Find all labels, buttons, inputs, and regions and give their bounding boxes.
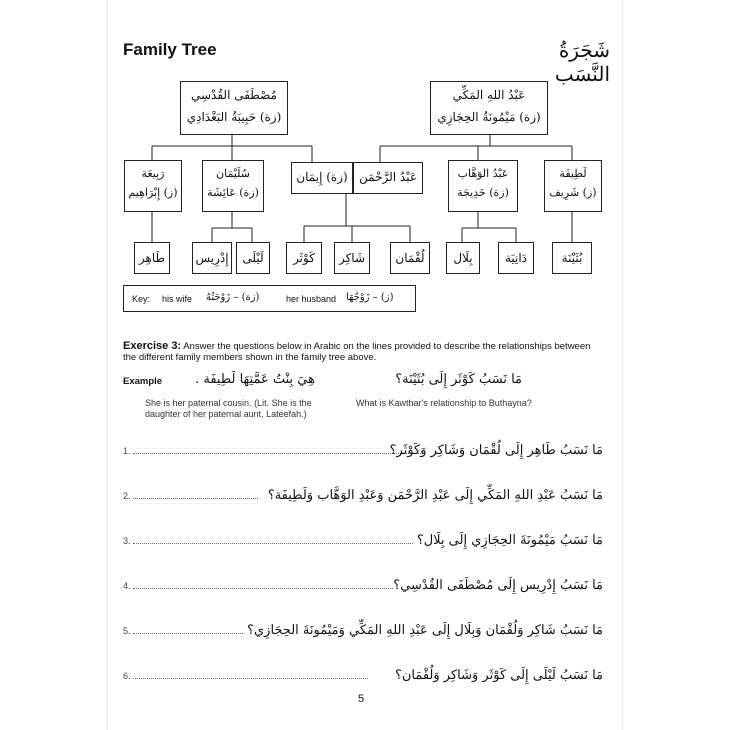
node-spouse: (ز) إِبْرَاهِيم [128, 186, 178, 199]
tree-node-mustafa [180, 81, 288, 135]
question-row: 4. مَا نَسَبُ إِدْرِيس إِلَى مُصْطَفَى القُدْسِي؟ [123, 578, 603, 593]
tree-node-idris: إِدْرِيس [192, 242, 232, 274]
question-text: مَا نَسَبُ شَاكِر وَلُقْمَان وَبِلَال إِلَى عَبْدِ اللهِ المَكِّي وَمَيْمُونَةَ الحِجَازِي؟ [247, 623, 603, 638]
tree-node-abdulwahhab [448, 160, 518, 212]
exercise-instructions [123, 341, 603, 363]
tree-node-daniya: دَانِيَة [498, 242, 534, 274]
question-row: 2. مَا نَسَبُ عَبْدِ اللهِ المَكِّي إِلَى عَبْدِ الرَّحْمَن وَعَبْدِ الوَهَّاب وَلَطِيفَة؟ [123, 488, 603, 503]
answer-line[interactable] [133, 543, 413, 544]
key-her-husband: her husband [286, 294, 337, 304]
node-spouse: (زة) خَدِيجَة [457, 186, 509, 199]
page-title-english: Family Tree [123, 40, 217, 59]
example-answer-english: She is her paternal cousin. (Lit. She is the daughter of her paternal aunt, Lateefah.) [145, 398, 312, 419]
node-name: لَطِيفَة [559, 167, 587, 180]
node-spouse: (زة) مَيْمُونَةُ الحِجَازِي [437, 110, 541, 124]
tree-node-rabia [124, 160, 182, 212]
example-label: Example [123, 376, 163, 387]
node-spouse: (ز) شَرِيف [549, 186, 597, 199]
tree-node-sulayman [202, 160, 264, 212]
node-name: رَبِيعَة [141, 167, 165, 180]
question-text: مَا نَسَبُ مَيْمُونَةَ الحِجَازِي إِلَى بِلَال؟ [416, 533, 603, 548]
exercise-body: Answer the questions below in Arabic on the lines provided to describe the relationships between the different family members shown in the family tree above. [123, 341, 591, 363]
key-his-wife: his wife [162, 294, 193, 304]
key-her-husband-arabic: (ز) – زَوْجُهَا [346, 292, 394, 303]
answer-line[interactable] [133, 678, 368, 679]
tree-node-buthayna: بُثَيْنَة [552, 242, 592, 274]
tree-node-kawthar: كَوْثَر [286, 242, 322, 274]
page-number: 5 [358, 693, 365, 705]
question-text: مَا نَسَبُ طَاهِر إِلَى لُقْمَان وَشَاكِر وَكَوْثَر؟ [389, 443, 603, 458]
tree-node-layla: لَيْلَى [236, 242, 270, 274]
question-row: 1. مَا نَسَبُ طَاهِر إِلَى لُقْمَان وَشَاكِر وَكَوْثَر؟ [123, 443, 603, 458]
tree-key [123, 285, 416, 312]
answer-line[interactable] [133, 453, 423, 454]
tree-node-iman: (زة) إِيمَان [291, 162, 353, 194]
question-text: مَا نَسَبُ لَيْلَى إِلَى كَوْثَر وَشَاكِر وَلُقْمَان؟ [394, 668, 603, 683]
tree-node-bilal: بِلَال [446, 242, 480, 274]
example-question-english: What is Kawthar's relationship to Buthayna? [356, 398, 532, 408]
answer-line[interactable] [133, 498, 258, 499]
node-spouse: (زة) عَائِشَة [207, 186, 259, 199]
example-question-arabic: مَا نَسَبُ كَوْثَر إِلَى بُثَيْنَة؟ [395, 372, 522, 387]
question-text: مَا نَسَبُ إِدْرِيس إِلَى مُصْطَفَى القُدْسِي؟ [393, 578, 603, 593]
answer-line[interactable] [133, 633, 243, 634]
key-label: Key: [132, 294, 151, 304]
page-title-arabic: شَجَرَةُ النَّسَب [554, 38, 610, 86]
node-spouse: (زة) حَبِيبَةُ البَغْدَادِي [186, 110, 282, 124]
exercise-title: Exercise 3: [123, 340, 182, 352]
tree-node-shakir: شَاكِر [334, 242, 370, 274]
question-text: مَا نَسَبُ عَبْدِ اللهِ المَكِّي إِلَى عَبْدِ الرَّحْمَن وَعَبْدِ الوَهَّاب وَلَطِيفَة؟ [267, 488, 603, 503]
tree-node-tahir: طَاهِر [134, 242, 170, 274]
example-answer-arabic: هِيَ بِنْتُ عَمَّتِهَا لَطِيفَة . [195, 372, 315, 387]
key-his-wife-arabic: (زة) – زَوْجَتُهُ [206, 292, 260, 303]
node-name: عَبْدُ الوَهَّاب [457, 167, 509, 180]
question-row: 5. مَا نَسَبُ شَاكِر وَلُقْمَان وَبِلَال إِلَى عَبْدِ اللهِ المَكِّي وَمَيْمُونَةَ الحِجَازِي؟ [123, 623, 603, 638]
tree-node-luqman: لُقْمَان [390, 242, 430, 274]
node-name: مُصْطَفَى القُدْسِي [191, 88, 277, 102]
question-row: 3. مَا نَسَبُ مَيْمُونَةَ الحِجَازِي إِلَى بِلَال؟ [123, 533, 603, 548]
tree-node-abdullah [430, 81, 548, 135]
node-name: عَبْدُ اللهِ المَكِّي [452, 88, 526, 102]
answer-line[interactable] [133, 588, 393, 589]
tree-node-latifa [544, 160, 602, 212]
node-name: سُلَيْمَان [216, 167, 250, 180]
tree-node-abdulrahman: عَبْدُ الرَّحْمَن [353, 162, 423, 194]
question-row: 6. مَا نَسَبُ لَيْلَى إِلَى كَوْثَر وَشَاكِر وَلُقْمَان؟ [123, 668, 603, 683]
